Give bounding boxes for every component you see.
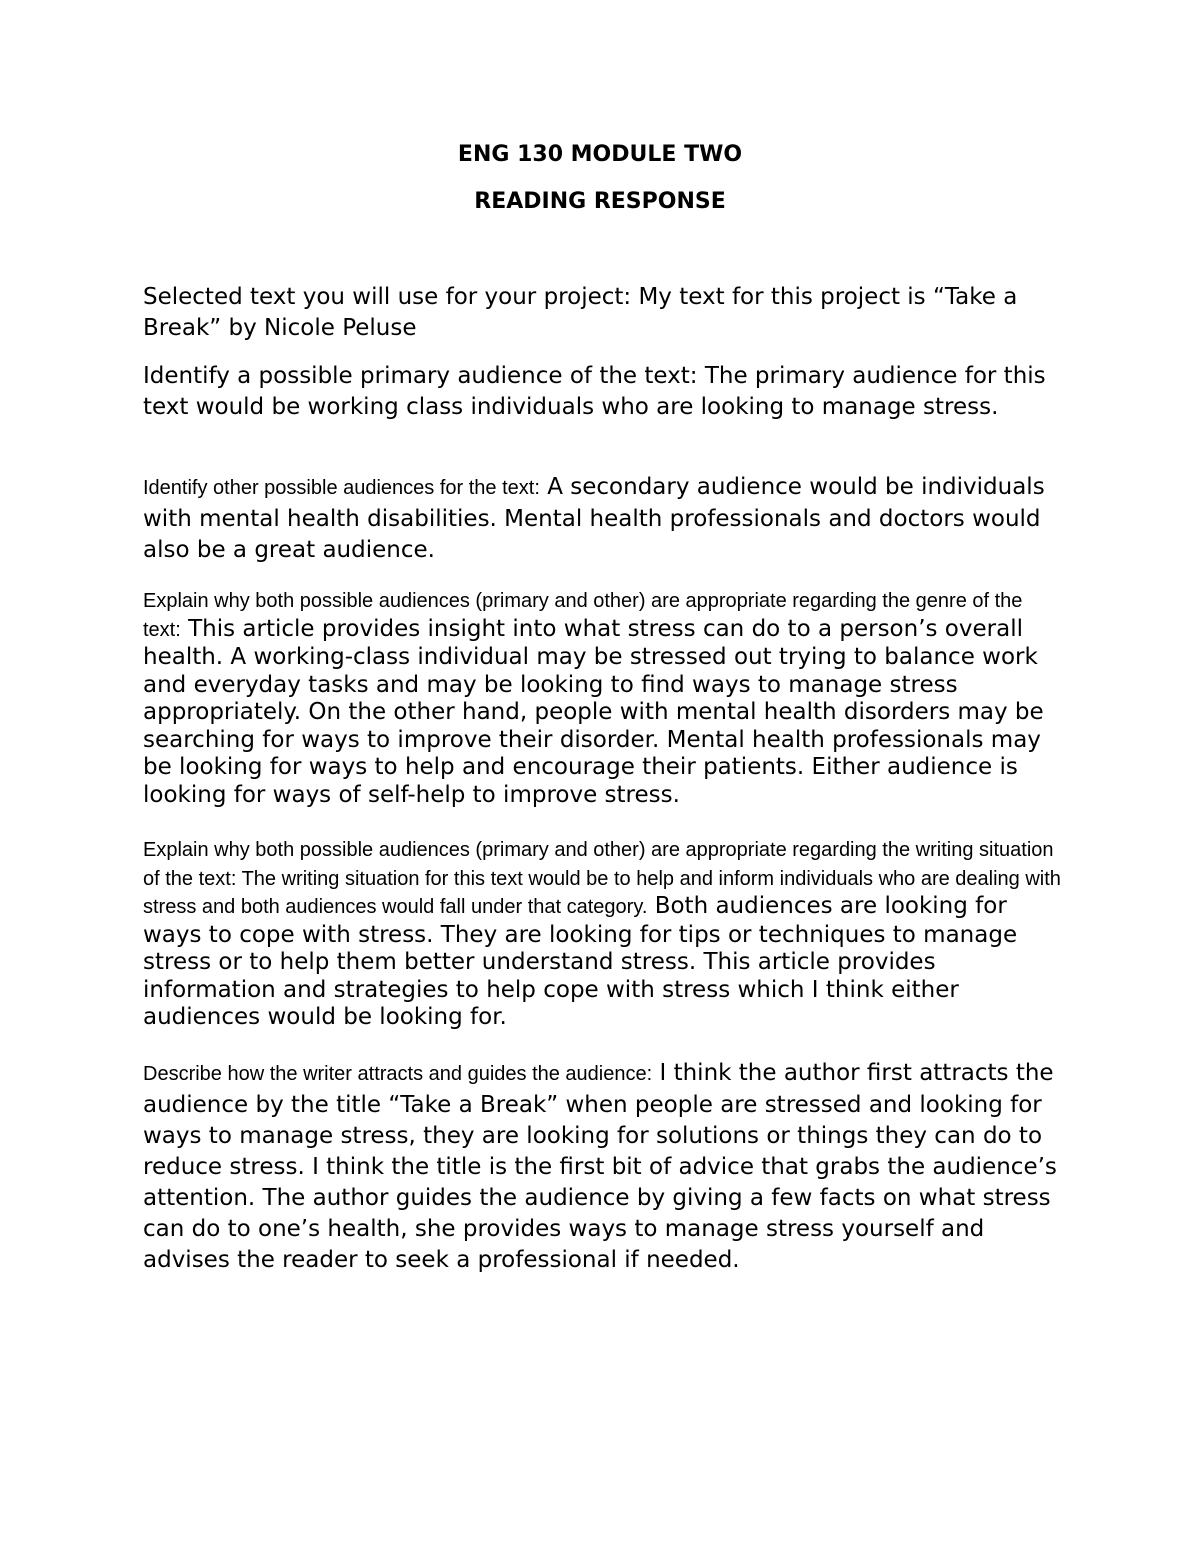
section-prompt: Identify a possible primary audience of the text: (143, 363, 698, 389)
document-title: ENG 130 MODULE TWO (457, 142, 743, 167)
section-genre (143, 587, 1063, 809)
section-answer: Both audiences are looking for ways to cope with stress. They are looking for tips or techniques to manage stress or to help them better understand stress. This article provides information and strategies to help cope with stress which I think either audiences would be looking for. (143, 893, 1018, 1030)
section-other-audiences (143, 472, 1063, 566)
section-prompt: Identify other possible audiences for the text: (143, 477, 540, 499)
section-answer: The primary audience for this text would be working class individuals who are looking to manage stress. (143, 363, 1046, 420)
section-answer: I think the author first attracts the audience by the title “Take a Break” when people are stressed and looking for ways to manage stress, they are looking for solutions or things they can do to reduce stress. I think the title is the first bit of advice that grabs the audience’s attention. The author guides the audience by giving a few facts on what stress can do to one’s health, she provides ways to manage stress yourself and advises the reader to seek a professional if needed. (143, 1060, 1057, 1273)
section-attracts-guides (143, 1058, 1063, 1276)
section-writing-situation (143, 836, 1063, 1032)
section-answer: This article provides insight into what stress can do to a person’s overall health. A working-class individual may be stressed out trying to balance work and everyday tasks and may be looking to find ways to manage stress appropriately. On the other hand, people with mental health disorders may be searching for ways to improve their disorder. Mental health professionals may be looking for ways to help and encourage their patients. Either audience is looking for ways of self-help to improve stress. (143, 615, 1044, 808)
section-prompt: Explain why both possible audiences (primary and other) are appropriate regarding the writing situation of the text: The writing situation for this text would be to help and inform individuals who are dealing with stress and both audiences would fall under that category. (143, 839, 1061, 918)
section-prompt: Explain why both possible audiences (primary and other) are appropriate regarding the genre of the text: (143, 590, 1023, 641)
section-answer: A secondary audience would be individuals with mental health disabilities. Mental health professionals and doctors would also be a great audience. (143, 474, 1045, 563)
section-primary-audience (143, 361, 1063, 423)
section-answer: My text for this project is “Take a Break” by Nicole Peluse (143, 284, 1018, 341)
section-prompt: Describe how the writer attracts and guides the audience: (143, 1063, 653, 1085)
section-selected-text (143, 282, 1063, 344)
section-prompt: Selected text you will use for your project: (143, 284, 632, 310)
document-subtitle: READING RESPONSE (474, 189, 726, 214)
